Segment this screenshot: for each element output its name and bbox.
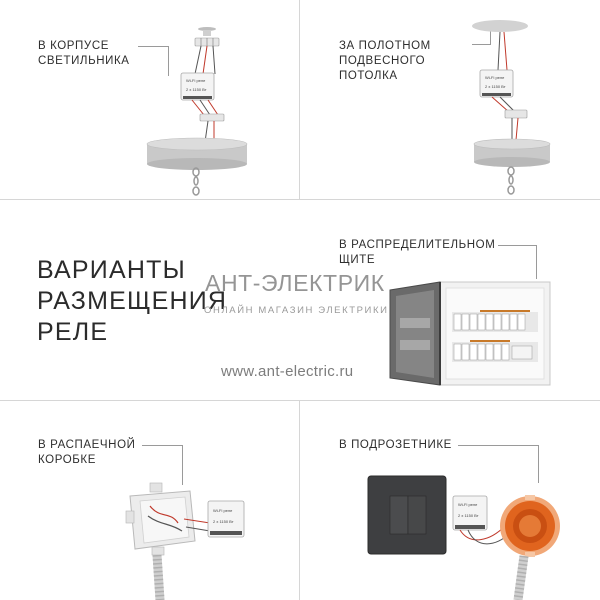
label-line: ЩИТЕ [339, 254, 376, 266]
title-line: РЕЛЕ [37, 318, 109, 346]
svg-text:2 x 1150 Вт: 2 x 1150 Вт [458, 513, 479, 518]
label-line: В РАСПАЕЧНОЙ [38, 439, 136, 451]
ceiling-illustration [300, 0, 600, 199]
luminaire-illustration [0, 0, 299, 199]
label-line: В КОРПУСЕ [38, 40, 109, 52]
watermark-subtitle: ОНЛАЙН МАГАЗИН ЭЛЕКТРИКИ [204, 305, 389, 316]
svg-text:2 x 1150 Вт: 2 x 1150 Вт [186, 87, 207, 92]
label-line: СВЕТИЛЬНИКА [38, 55, 130, 67]
label-line: В ПОДРОЗЕТНИКЕ [339, 439, 452, 451]
socket-box-illustration [300, 401, 600, 600]
junction-box-illustration [0, 401, 299, 600]
title-line: РАЗМЕЩЕНИЯ [37, 287, 228, 315]
label-line: ПОТОЛКА [339, 70, 398, 82]
label-line: ЗА ПОЛОТНОМ [339, 40, 431, 52]
panel-socket-box [300, 401, 600, 600]
title-line: ВАРИАНТЫ [37, 256, 186, 284]
wifi-relay-icon [480, 70, 513, 97]
svg-text:2 x 1150 Вт: 2 x 1150 Вт [213, 519, 234, 524]
label-line: ПОДВЕСНОГО [339, 55, 426, 67]
label-line: В РАСПРЕДЕЛИТЕЛЬНОМ [339, 239, 496, 251]
wifi-relay-icon [453, 496, 487, 530]
watermark-brand: АНТ-ЭЛЕКТРИК [205, 270, 385, 296]
watermark-url: www.ant-electric.ru [221, 363, 354, 380]
panel-luminaire-body [0, 0, 299, 199]
panel-suspended-ceiling [300, 0, 600, 199]
label-line: КОРОБКЕ [38, 454, 96, 466]
page-title [37, 255, 227, 348]
svg-text:2 x 1150 Вт: 2 x 1150 Вт [485, 84, 506, 89]
svg-text:Wi-Fi реле: Wi-Fi реле [213, 508, 233, 513]
svg-text:Wi-Fi реле: Wi-Fi реле [458, 502, 478, 507]
panel-junction-box [0, 401, 299, 600]
svg-text:Wi-Fi реле: Wi-Fi реле [186, 78, 206, 83]
wifi-relay-icon [208, 501, 244, 537]
wifi-relay-icon [181, 73, 214, 100]
svg-text:Wi-Fi реле: Wi-Fi реле [485, 75, 505, 80]
